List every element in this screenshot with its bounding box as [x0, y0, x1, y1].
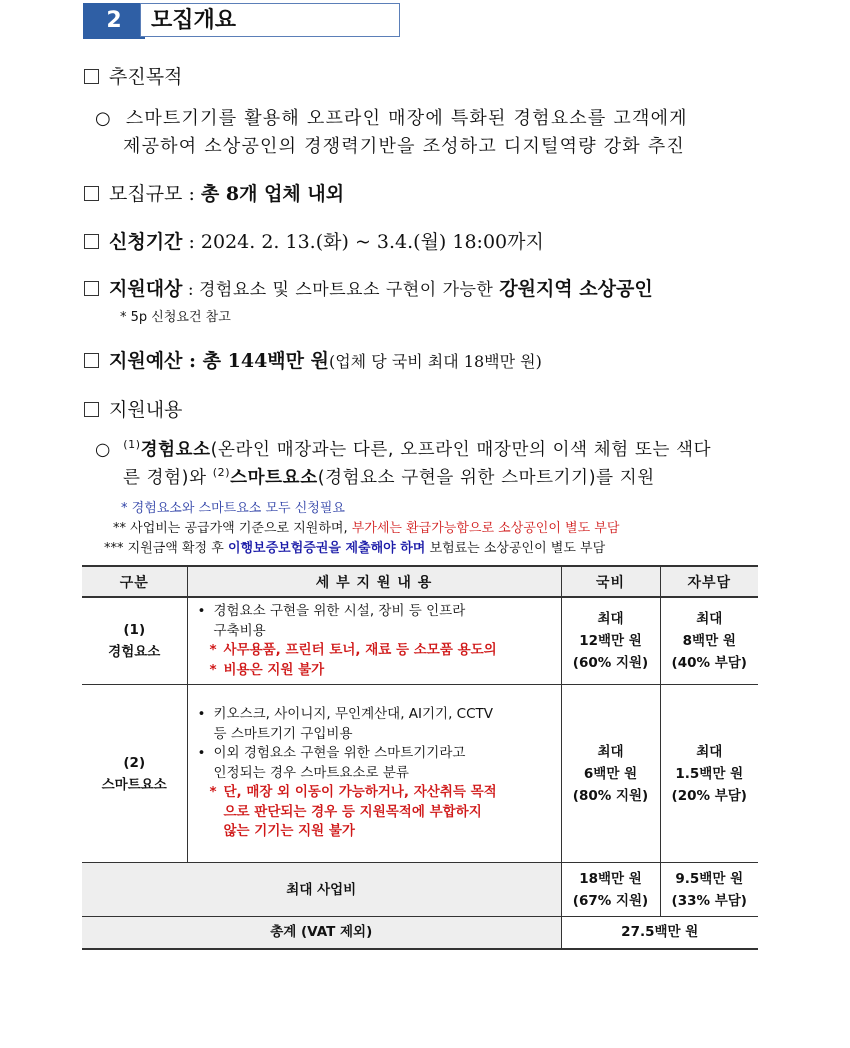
total-row [82, 917, 758, 949]
purpose-line-1: ○ 스마트기기를 활용해 오프라인 매장에 특화된 경험요소를 고객에게 [95, 108, 688, 129]
row-category: (2) 스마트요소 [82, 685, 187, 863]
purpose-line-2: 제공하여 소상공인의 경쟁력기반을 조성하고 디지털역량 강화 추진 [123, 136, 685, 157]
checkbox-square-icon [84, 186, 99, 201]
circle-bullet-icon: ○ [95, 108, 112, 129]
content-note-1: * 경험요소와 스마트요소 모두 신청필요 [121, 501, 345, 516]
col-header-self: 자부담 [660, 566, 758, 597]
scale-line: 모집규모 : 총 8개 업체 내외 [84, 179, 344, 206]
col-header-gov: 국비 [561, 566, 660, 597]
max-cost-self: 9.5백만 원 (33% 부담) [660, 863, 758, 917]
col-header-detail: 세 부 지 원 내 용 [187, 566, 561, 597]
table-header-row [82, 566, 758, 597]
warn-continuation: * 비용은 지원 불가 [196, 661, 555, 681]
content-heading: 지원내용 [84, 395, 182, 422]
row-gov-amount: 최대 6백만 원 (80% 지원) [561, 685, 660, 863]
max-cost-row [82, 863, 758, 917]
table-row [82, 685, 758, 863]
row-detail: • 키오스크, 사이니지, 무인계산대, AI기기, CCTV 등 스마트기기 구입비용 • 이외 경험요소 구현을 위한 스마트기기라고 인정되는 경우 스마트요소로 분류 * 단, 매장 외 이동이 가능하거나, 자산취득 목적 으로 판단되는 경우 등 지원목적에 부합하지 않는 기기는 지원 불가 [187, 685, 561, 863]
target-note: * 5p 신청요건 참고 [120, 310, 231, 325]
row-gov-amount: 최대 12백만 원 (60% 지원) [561, 597, 660, 685]
section-number: 2 [83, 3, 145, 39]
budget-line: 지원예산 : 총 144백만 원(업체 당 국비 최대 18백만 원) [84, 346, 542, 373]
total-label: 총계 (VAT 제외) [82, 917, 561, 949]
target-line: 지원대상 : 경험요소 및 스마트요소 구현이 가능한 강원지역 소상공인 [84, 274, 653, 301]
max-cost-gov: 18백만 원 (67% 지원) [561, 863, 660, 917]
row-category: (1) 경험요소 [82, 597, 187, 685]
checkbox-square-icon [84, 281, 99, 296]
purpose-heading: 추진목적 [84, 62, 182, 89]
col-header-category: 구분 [82, 566, 187, 597]
checkbox-square-icon [84, 402, 99, 417]
support-table [82, 565, 758, 950]
table-row [82, 597, 758, 685]
checkbox-square-icon [84, 69, 99, 84]
checkbox-square-icon [84, 234, 99, 249]
period-line: 신청기간 : 2024. 2. 13.(화) ~ 3.4.(월) 18:00까지 [84, 227, 544, 254]
circle-bullet-icon: ○ [95, 440, 111, 460]
content-note-3: *** 지원금액 확정 후 이행보증보험증권을 제출해야 하며 보험료는 소상공인이 별도 부담 [104, 541, 606, 556]
total-value: 27.5백만 원 [561, 917, 758, 949]
section-title: 모집개요 [140, 3, 400, 37]
row-detail: • 경험요소 구현을 위한 시설, 장비 등 인프라 구축비용 * 사무용품, 프린터 토너, 재료 등 소모품 용도의 * 비용은 지원 불가 [187, 597, 561, 685]
content-line-1: ○ $^{(1)}$경험요소(온라인 매장과는 다른, 오프라인 매장만의 이색 체험 또는 색다 [95, 438, 712, 460]
row-self-amount: 최대 1.5백만 원 (20% 부담) [660, 685, 758, 863]
content-note-2: ** 사업비는 공급가액 기준으로 지원하며, 부가세는 환급가능함으로 소상공인이 별도 부담 [113, 521, 620, 536]
max-cost-label: 최대 사업비 [82, 863, 561, 917]
content-line-2: 른 경험)와 $^{(2)}$스마트요소(경험요소 구현을 위한 스마트기기)를 지원 [123, 466, 655, 488]
checkbox-square-icon [84, 353, 99, 368]
row-self-amount: 최대 8백만 원 (40% 부담) [660, 597, 758, 685]
